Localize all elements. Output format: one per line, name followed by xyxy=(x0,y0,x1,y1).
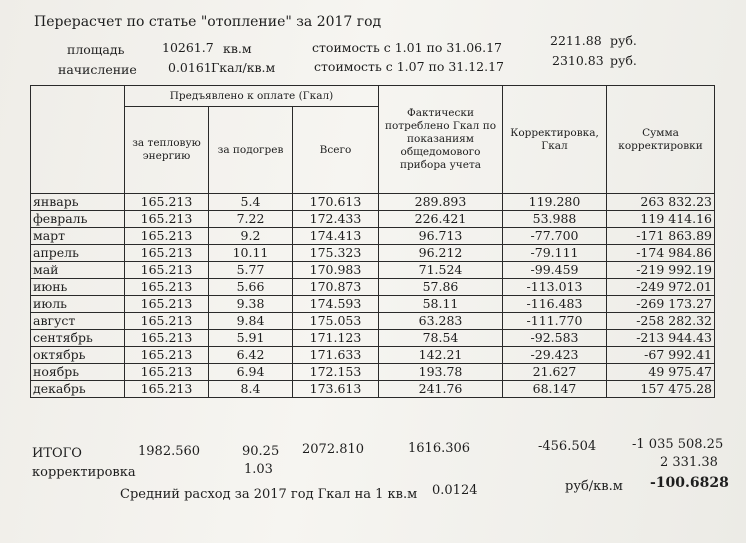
water-cell: 6.94 xyxy=(209,364,293,381)
heat-cell: 165.213 xyxy=(125,381,209,398)
accrual-value: 0.0161 xyxy=(168,60,212,75)
actual-header: Фактически потреблено Гкал по показаниям общедомового прибора учета xyxy=(379,86,503,194)
correction-header: Корректировка, Гкал xyxy=(503,86,607,194)
sum-cell: -171 863.89 xyxy=(607,228,715,245)
actual-cell: 57.86 xyxy=(379,279,503,296)
correction-cell: 119.280 xyxy=(503,194,607,211)
total-cell: 172.153 xyxy=(293,364,379,381)
total-cell: 174.593 xyxy=(293,296,379,313)
table-row xyxy=(31,245,715,262)
heat-cell: 165.213 xyxy=(125,279,209,296)
sum-header: Сумма корректировки xyxy=(607,86,715,194)
heat-cell: 165.213 xyxy=(125,262,209,279)
average-value: 0.0124 xyxy=(432,483,478,498)
heat-header: за тепловую энергию xyxy=(125,107,209,194)
adjustment-water: 1.03 xyxy=(244,462,273,477)
sum-cell: 157 475.28 xyxy=(607,381,715,398)
heat-cell: 165.213 xyxy=(125,211,209,228)
totals-heat: 1982.560 xyxy=(138,444,201,459)
month-cell: февраль xyxy=(31,211,125,228)
month-cell: октябрь xyxy=(31,347,125,364)
table-row xyxy=(31,313,715,330)
heat-cell: 165.213 xyxy=(125,364,209,381)
sum-cell: -258 282.32 xyxy=(607,313,715,330)
total-cell: 171.633 xyxy=(293,347,379,364)
water-cell: 6.42 xyxy=(209,347,293,364)
heat-cell: 165.213 xyxy=(125,228,209,245)
cost1-value: 2211.88 xyxy=(550,33,602,48)
actual-cell: 142.21 xyxy=(379,347,503,364)
heat-cell: 165.213 xyxy=(125,347,209,364)
recalc-table xyxy=(30,85,715,398)
total-header: Всего xyxy=(293,107,379,194)
area-value: 10261.7 xyxy=(162,40,214,55)
accrual-unit: Гкал/кв.м xyxy=(211,60,276,75)
cost1-unit: руб. xyxy=(610,33,637,48)
total-cell: 175.323 xyxy=(293,245,379,262)
water-cell: 5.66 xyxy=(209,279,293,296)
actual-cell: 96.713 xyxy=(379,228,503,245)
average-result: -100.6828 xyxy=(650,475,729,491)
actual-cell: 78.54 xyxy=(379,330,503,347)
sum-cell: 263 832.23 xyxy=(607,194,715,211)
table-body xyxy=(31,194,715,398)
sum-cell: -174 984.86 xyxy=(607,245,715,262)
table-row xyxy=(31,228,715,245)
correction-cell: -77.700 xyxy=(503,228,607,245)
correction-cell: -99.459 xyxy=(503,262,607,279)
area-label: площадь xyxy=(67,42,125,57)
actual-cell: 193.78 xyxy=(379,364,503,381)
total-cell: 175.053 xyxy=(293,313,379,330)
actual-cell: 226.421 xyxy=(379,211,503,228)
table-row xyxy=(31,364,715,381)
correction-cell: -79.111 xyxy=(503,245,607,262)
water-cell: 9.2 xyxy=(209,228,293,245)
table-row xyxy=(31,194,715,211)
total-cell: 171.123 xyxy=(293,330,379,347)
month-cell: июль xyxy=(31,296,125,313)
sum-cell: -213 944.43 xyxy=(607,330,715,347)
cost1-label: стоимость с 1.01 по 31.06.17 xyxy=(312,40,502,55)
average-label: Средний расход за 2017 год Гкал на 1 кв.м xyxy=(120,487,418,502)
sum-cell: 49 975.47 xyxy=(607,364,715,381)
total-cell: 174.413 xyxy=(293,228,379,245)
correction-cell: -116.483 xyxy=(503,296,607,313)
month-cell: ноябрь xyxy=(31,364,125,381)
sum-cell: -67 992.41 xyxy=(607,347,715,364)
total-cell: 170.873 xyxy=(293,279,379,296)
water-header: за подогрев xyxy=(209,107,293,194)
month-cell: декабрь xyxy=(31,381,125,398)
heat-cell: 165.213 xyxy=(125,330,209,347)
totals-water: 90.25 xyxy=(242,444,280,459)
correction-cell: -113.013 xyxy=(503,279,607,296)
heat-cell: 165.213 xyxy=(125,296,209,313)
sum-cell: 119 414.16 xyxy=(607,211,715,228)
correction-cell: 68.147 xyxy=(503,381,607,398)
month-cell: апрель xyxy=(31,245,125,262)
billed-group-header: Предъявлено к оплате (Гкал) xyxy=(125,86,379,107)
month-cell: май xyxy=(31,262,125,279)
actual-cell: 289.893 xyxy=(379,194,503,211)
adjustment-label: корректировка xyxy=(32,465,136,480)
water-cell: 8.4 xyxy=(209,381,293,398)
table-row xyxy=(31,262,715,279)
water-cell: 7.22 xyxy=(209,211,293,228)
average-unit: руб/кв.м xyxy=(565,479,623,494)
adjustment-sum: 2 331.38 xyxy=(660,455,718,470)
totals-correction: -456.504 xyxy=(538,439,597,454)
table-row xyxy=(31,296,715,313)
heat-cell: 165.213 xyxy=(125,245,209,262)
table-row xyxy=(31,211,715,228)
water-cell: 5.91 xyxy=(209,330,293,347)
total-cell: 170.613 xyxy=(293,194,379,211)
total-cell: 173.613 xyxy=(293,381,379,398)
heat-cell: 165.213 xyxy=(125,313,209,330)
sum-cell: -269 173.27 xyxy=(607,296,715,313)
actual-cell: 63.283 xyxy=(379,313,503,330)
month-cell: март xyxy=(31,228,125,245)
totals-sum: -1 035 508.25 xyxy=(632,437,724,452)
month-cell: июнь xyxy=(31,279,125,296)
correction-cell: -92.583 xyxy=(503,330,607,347)
table-row xyxy=(31,279,715,296)
table-row xyxy=(31,347,715,364)
sum-cell: -249 972.01 xyxy=(607,279,715,296)
water-cell: 9.84 xyxy=(209,313,293,330)
month-cell: август xyxy=(31,313,125,330)
table-row xyxy=(31,330,715,347)
water-cell: 5.4 xyxy=(209,194,293,211)
totals-total: 2072.810 xyxy=(302,442,365,457)
correction-cell: -111.770 xyxy=(503,313,607,330)
cost2-unit: руб. xyxy=(610,53,637,68)
totals-actual: 1616.306 xyxy=(408,441,471,456)
cost2-label: стоимость с 1.07 по 31.12.17 xyxy=(314,59,504,74)
water-cell: 10.11 xyxy=(209,245,293,262)
month-header xyxy=(31,86,125,194)
cost2-value: 2310.83 xyxy=(552,53,604,68)
actual-cell: 241.76 xyxy=(379,381,503,398)
document-title: Перерасчет по статье "отопление" за 2017 год xyxy=(34,14,382,30)
total-cell: 172.433 xyxy=(293,211,379,228)
total-cell: 170.983 xyxy=(293,262,379,279)
accrual-label: начисление xyxy=(58,62,137,77)
area-unit: кв.м xyxy=(223,41,252,56)
actual-cell: 71.524 xyxy=(379,262,503,279)
totals-label: ИТОГО xyxy=(32,446,82,461)
correction-cell: 21.627 xyxy=(503,364,607,381)
month-cell: январь xyxy=(31,194,125,211)
table-row xyxy=(31,381,715,398)
water-cell: 5.77 xyxy=(209,262,293,279)
actual-cell: 58.11 xyxy=(379,296,503,313)
heat-cell: 165.213 xyxy=(125,194,209,211)
sum-cell: -219 992.19 xyxy=(607,262,715,279)
water-cell: 9.38 xyxy=(209,296,293,313)
correction-cell: -29.423 xyxy=(503,347,607,364)
correction-cell: 53.988 xyxy=(503,211,607,228)
actual-cell: 96.212 xyxy=(379,245,503,262)
month-cell: сентябрь xyxy=(31,330,125,347)
